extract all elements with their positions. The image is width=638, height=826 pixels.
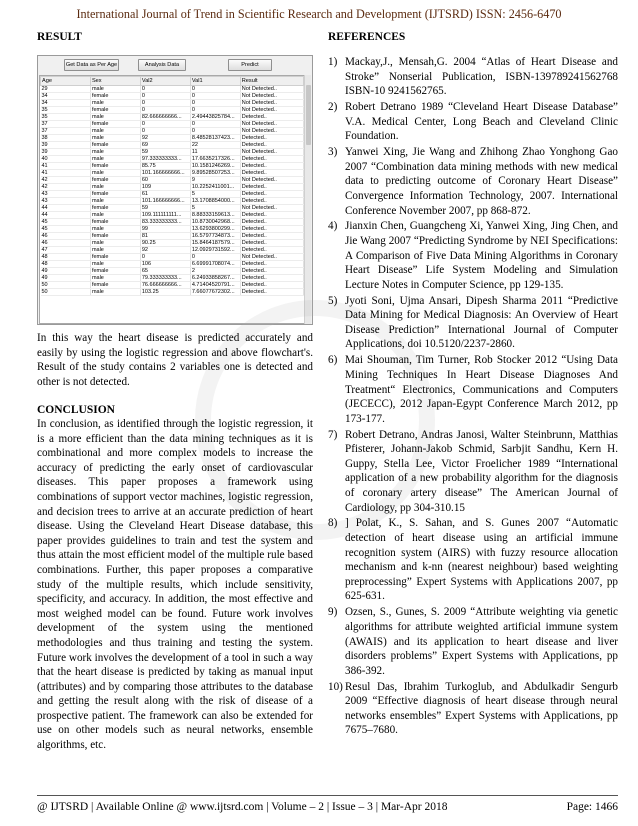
cell-sex: male (90, 240, 140, 247)
cell-sex: female (90, 177, 140, 184)
reference-item (328, 428, 618, 516)
references-heading: REFERENCES (328, 31, 406, 43)
table-row[interactable] (41, 156, 304, 163)
cell-sex: male (90, 247, 140, 254)
footer-citation: @ IJTSRD | Available Online @ www.ijtsrd.com | Volume – 2 | Issue – 3 | Mar-Apr 2018 (37, 801, 448, 813)
cell-result: Not Detected.. (240, 121, 303, 128)
reference-item (328, 516, 618, 604)
scrollbar-thumb[interactable] (306, 85, 311, 145)
cell-val2: 59 (140, 205, 190, 212)
cell-sex: female (90, 282, 140, 289)
cell-age: 35 (41, 107, 91, 114)
table-row[interactable] (41, 128, 304, 135)
cell-val1: 22 (190, 142, 240, 149)
cell-val1: 0 (190, 254, 240, 261)
reference-text: Mai Shouman, Tim Turner, Rob Stocker 2012 “Using Data Mining Techniques In Heart Disease Diagnoses And Treatment“ Electronics, Communications and Computers (JECECC), 2012 Japan-Egypt Conference March 2012, pp 173-177. (345, 354, 618, 425)
cell-age: 41 (41, 170, 91, 177)
cell-val2: 65 (140, 268, 190, 275)
cell-val2: 0 (140, 121, 190, 128)
cell-age: 35 (41, 114, 91, 121)
table-row[interactable] (41, 177, 304, 184)
cell-val2: 103.25 (140, 289, 190, 296)
analysis-data-button[interactable]: Analysis Data (138, 59, 186, 71)
reference-text: Jianxin Chen, Guangcheng Xi, Yanwei Xing, Jing Chen, and Jie Wang 2007 “Predicting Syndrome by NEI Specifications: A Comparison of Five Data Mining Algorithms in Coronary Heart Disease” Life System Modeling and Simulation Lecture Notes in Computer Science, pp 129-135. (345, 220, 618, 291)
table-row[interactable] (41, 240, 304, 247)
cell-age: 42 (41, 177, 91, 184)
cell-val1: 11 (190, 149, 240, 156)
cell-result: Detected.. (240, 135, 303, 142)
cell-val2: 0 (140, 86, 190, 93)
reference-number: 5) (328, 294, 338, 307)
reference-number: 4) (328, 220, 338, 233)
reference-number: 1) (328, 56, 338, 68)
cell-result: Detected.. (240, 184, 303, 191)
table-row[interactable] (41, 282, 304, 289)
cell-val1: 8.88333159613... (190, 212, 240, 219)
cell-result: Detected.. (240, 114, 303, 121)
reference-text: Mackay,J., Mensah,G. 2004 “Atlas of Heart Disease and Stroke” Nonserial Publication, ISBN-139789241562768 ISBN-10 9241562765. (345, 56, 618, 98)
table-row[interactable] (41, 93, 304, 100)
cell-age: 48 (41, 254, 91, 261)
cell-sex: male (90, 212, 140, 219)
cell-val2: 97.333333333... (140, 156, 190, 163)
cell-val1: 6.69991708074... (190, 261, 240, 268)
cell-age: 37 (41, 121, 91, 128)
result-heading: RESULT (37, 31, 82, 43)
table-row[interactable] (41, 107, 304, 114)
cell-val1: 2.49443825784... (190, 114, 240, 121)
cell-val2: 0 (140, 107, 190, 114)
results-grid[interactable] (39, 75, 305, 324)
cell-result: Detected.. (240, 170, 303, 177)
table-row[interactable] (41, 212, 304, 219)
cell-age: 37 (41, 128, 91, 135)
cell-val1: 9 (190, 177, 240, 184)
cell-result: Detected.. (240, 289, 303, 296)
cell-val1: 0 (190, 100, 240, 107)
table-row[interactable] (41, 254, 304, 261)
predict-button[interactable]: Predict (228, 59, 272, 71)
reference-item (328, 353, 618, 426)
cell-age: 44 (41, 205, 91, 212)
cell-result: Detected.. (240, 212, 303, 219)
table-row[interactable] (41, 191, 304, 198)
cell-age: 34 (41, 93, 91, 100)
cell-val2: 79.333333333... (140, 275, 190, 282)
reference-text: ] Polat, K., S. Sahan, and S. Gunes 2007 “Automatic detection of heart disease using an artificial immune recognition system (AIRS) with fuzzy resource allocation mechanism and k-nn (nearest neighbour) based weighting preprocessing” Expert Systems with Applications 2007, pp 625-631. (345, 517, 618, 603)
results-table (40, 76, 304, 296)
cell-val2: 106 (140, 261, 190, 268)
cell-result: Detected.. (240, 142, 303, 149)
column-header-result[interactable]: Result (240, 77, 303, 86)
conclusion-heading: CONCLUSION (37, 404, 115, 416)
table-header-row (41, 77, 304, 86)
table-row[interactable] (41, 100, 304, 107)
cell-val1: 10.8730042968... (190, 219, 240, 226)
footer-divider (37, 795, 618, 796)
cell-sex: male (90, 198, 140, 205)
conclusion-paragraph: In conclusion, as identified through the logistic regression, it is a more efficient than the data mining techniques as it is combinational and more complex models to increase the accuracy of predicting the early onset of cardiovascular diseases. This paper proposes a framework using combinations of support vector machines, logistic regression, and decision trees to arrive at an accurate prediction of heart disease. Using the Cleveland Heart Disease database, this paper provides guidelines to train and test the system and thus attain the most efficient model of the multiple rule based combinations. Further, this paper proposes a comparative study of the multiple results, which include sensitivity, specificity, and accuracy. In addition, the most effective and most weighed model can be found. Future work involves development of the system using the mentioned methodologies and thus training and testing the system. Future work involves the development of a tool in such a way that the heart disease is predicted by taking as manual input (attributes) and by comparing those attributes to the database and getting the result along with the risk of disease of a prospective patient. The framework can also be extended for use on other models such as neural networks, ensemble algorithms, etc. (37, 418, 313, 752)
cell-val2: 92 (140, 247, 190, 254)
reference-item (328, 219, 618, 292)
cell-age: 42 (41, 184, 91, 191)
cell-val2: 109.111111111... (140, 212, 190, 219)
cell-age: 49 (41, 275, 91, 282)
cell-val1: 16.5797734873... (190, 233, 240, 240)
cell-sex: female (90, 191, 140, 198)
cell-result: Detected.. (240, 240, 303, 247)
cell-result: Detected.. (240, 163, 303, 170)
cell-val2: 101.166666666... (140, 170, 190, 177)
cell-result: Detected.. (240, 233, 303, 240)
cell-val1: 0 (190, 107, 240, 114)
reference-number: 3) (328, 146, 338, 159)
cell-sex: male (90, 226, 140, 233)
cell-result: Not Detected.. (240, 100, 303, 107)
cell-sex: female (90, 93, 140, 100)
cell-sex: female (90, 142, 140, 149)
cell-val1: 0 (190, 86, 240, 93)
cell-result: Detected.. (240, 191, 303, 198)
cell-age: 34 (41, 100, 91, 107)
cell-age: 38 (41, 135, 91, 142)
grid-scrollbar[interactable] (304, 75, 311, 324)
table-row[interactable] (41, 219, 304, 226)
reference-item (328, 605, 618, 678)
cell-val2: 59 (140, 149, 190, 156)
reference-number: 6) (328, 354, 338, 367)
cell-age: 41 (41, 163, 91, 170)
cell-age: 44 (41, 212, 91, 219)
cell-val2: 101.166666666... (140, 198, 190, 205)
cell-val2: 83.333333333... (140, 219, 190, 226)
cell-val1: 5 (190, 205, 240, 212)
reference-text: Yanwei Xing, Jie Wang and Zhihong Zhao Yonghong Gao 2007 “Combination data mining methods with new medical data to predicting outcome of Coronary Heart Disease” Convergence Information Technology, 2007. International Conference November 2007, pp 868-872. (345, 146, 618, 217)
cell-val2: 0 (140, 100, 190, 107)
table-row[interactable] (41, 114, 304, 121)
table-row[interactable] (41, 184, 304, 191)
cell-val1: 7.66077672302... (190, 289, 240, 296)
cell-age: 45 (41, 226, 91, 233)
cell-val2: 60 (140, 177, 190, 184)
cell-result: Not Detected.. (240, 107, 303, 114)
cell-result: Not Detected.. (240, 93, 303, 100)
table-row[interactable] (41, 226, 304, 233)
cell-sex: male (90, 100, 140, 107)
cell-sex: female (90, 254, 140, 261)
column-header-val1[interactable]: Val1 (190, 77, 240, 86)
reference-number: 8) (328, 517, 338, 530)
cell-result: Detected.. (240, 156, 303, 163)
table-row[interactable] (41, 275, 304, 282)
reference-item (328, 55, 618, 99)
cell-val1: 13.1708854000... (190, 198, 240, 205)
reference-text: Ozsen, S., Gunes, S. 2009 “Attribute weighting via genetic algorithms for attribute weighted artificial immune system (AWAIS) and its application to heart disease and liver disorders problems” Expert Systems with Applications, pp 386-392. (345, 606, 618, 677)
cell-sex: male (90, 135, 140, 142)
cell-sex: female (90, 205, 140, 212)
cell-val2: 0 (140, 128, 190, 135)
cell-sex: male (90, 128, 140, 135)
cell-result: Not Detected.. (240, 177, 303, 184)
cell-sex: male (90, 86, 140, 93)
cell-val2: 69 (140, 142, 190, 149)
reference-item (328, 145, 618, 218)
result-paragraph: In this way the heart disease is predicted accurately and easily by using the logistic regression and above flowchart's. Result of the study contains 2 variables one is detected and other is not detected. (37, 332, 313, 388)
column-header-age[interactable]: Age (41, 77, 91, 86)
cell-val1: 9.89528507253... (190, 170, 240, 177)
table-row[interactable] (41, 247, 304, 254)
cell-val1: 10.2252411001... (190, 184, 240, 191)
cell-age: 46 (41, 240, 91, 247)
cell-age: 40 (41, 156, 91, 163)
page-footer (37, 801, 618, 813)
table-row[interactable] (41, 289, 304, 296)
cell-val2: 76.666666666... (140, 282, 190, 289)
cell-result: Detected.. (240, 268, 303, 275)
table-row[interactable] (41, 170, 304, 177)
table-row[interactable] (41, 205, 304, 212)
journal-header: International Journal of Trend in Scientific Research and Development (IJTSRD) ISSN: 2456-6470 (76, 7, 562, 21)
reference-item (328, 680, 618, 738)
reference-text: Robert Detrano 1989 “Cleveland Heart Disease Database” V.A. Medical Center, Long Beach and Cleveland Clinic Foundation. (345, 101, 618, 143)
cell-age: 50 (41, 282, 91, 289)
cell-sex: male (90, 149, 140, 156)
column-header-val2[interactable]: Val2 (140, 77, 190, 86)
table-row[interactable] (41, 121, 304, 128)
cell-val2: 61 (140, 191, 190, 198)
reference-number: 10) (328, 680, 343, 693)
references-list (328, 55, 618, 738)
reference-number: 9) (328, 606, 338, 619)
cell-val1: 15.8464187579... (190, 240, 240, 247)
cell-sex: male (90, 289, 140, 296)
reference-item (328, 100, 618, 144)
cell-val2: 99 (140, 226, 190, 233)
page-number: Page: 1466 (566, 801, 618, 813)
cell-sex: male (90, 156, 140, 163)
table-row[interactable] (41, 268, 304, 275)
cell-sex: male (90, 170, 140, 177)
cell-result: Detected.. (240, 226, 303, 233)
cell-val1: 13.6293800299... (190, 226, 240, 233)
references-list-wrapper (328, 55, 618, 739)
cell-result: Detected.. (240, 247, 303, 254)
cell-sex: female (90, 268, 140, 275)
table-row[interactable] (41, 261, 304, 268)
reference-number: 2) (328, 101, 338, 114)
cell-age: 50 (41, 289, 91, 296)
prediction-app-window (37, 55, 313, 325)
cell-val1: 5 (190, 191, 240, 198)
cell-val1: 10.1581246269... (190, 163, 240, 170)
cell-result: Not Detected.. (240, 86, 303, 93)
table-row[interactable] (41, 86, 304, 93)
cell-val2: 0 (140, 254, 190, 261)
cell-result: Not Detected.. (240, 128, 303, 135)
reference-number: 7) (328, 428, 338, 441)
get-data-by-age-button[interactable]: Get Data as Per Age (64, 59, 119, 71)
table-row[interactable] (41, 135, 304, 142)
cell-val1: 4.71404520791... (190, 282, 240, 289)
cell-sex: female (90, 233, 140, 240)
cell-age: 43 (41, 191, 91, 198)
app-toolbar (38, 56, 312, 72)
cell-sex: female (90, 219, 140, 226)
cell-val2: 81 (140, 233, 190, 240)
cell-age: 43 (41, 198, 91, 205)
cell-result: Not Detected.. (240, 205, 303, 212)
cell-age: 49 (41, 268, 91, 275)
cell-result: Not Detected.. (240, 254, 303, 261)
table-row[interactable] (41, 142, 304, 149)
cell-result: Detected.. (240, 219, 303, 226)
cell-age: 48 (41, 261, 91, 268)
cell-val2: 0 (140, 93, 190, 100)
cell-sex: female (90, 121, 140, 128)
cell-age: 45 (41, 219, 91, 226)
cell-val2: 82.666666666... (140, 114, 190, 121)
cell-age: 46 (41, 233, 91, 240)
cell-age: 39 (41, 149, 91, 156)
reference-text: Jyoti Soni, Ujma Ansari, Dipesh Sharma 2011 “Predictive Data Mining for Medical Diagnosis: An Overview of Heart Disease Prediction” International Journal of Computer Applications, doi 10.5120/2237-2860. (345, 294, 618, 351)
reference-item (328, 294, 618, 352)
cell-val1: 17.6635217326... (190, 156, 240, 163)
table-row[interactable] (41, 163, 304, 170)
table-row[interactable] (41, 233, 304, 240)
cell-val2: 85.75 (140, 163, 190, 170)
reference-text: Robert Detrano, Andras Janosi, Walter Steinbrunn, Matthias Pfisterer, Johann-Jakob Schmid, Sarbjit Sandhu, Kern H. Guppy, Stella Lee, Victor Froelicher 1989 “International application of a new probability algorithm for the diagnosis of coronary artery disease” The American Journal of Cardiology, pp 304-310.15 (345, 428, 618, 514)
cell-val1: 0 (190, 121, 240, 128)
cell-val1: 0 (190, 128, 240, 135)
column-header-sex[interactable]: Sex (90, 77, 140, 86)
cell-val2: 92 (140, 135, 190, 142)
cell-sex: female (90, 163, 140, 170)
cell-result: Detected.. (240, 198, 303, 205)
cell-age: 29 (41, 86, 91, 93)
cell-age: 47 (41, 247, 91, 254)
table-row[interactable] (41, 149, 304, 156)
cell-result: Detected.. (240, 275, 303, 282)
cell-val1: 0 (190, 93, 240, 100)
cell-sex: male (90, 184, 140, 191)
reference-text: Resul Das, Ibrahim Turkoglub, and Abdulkadir Sengurb 2009 “Effective diagnosis of heart disease through neural networks ensembles” Expert Systems with Applications, pp 7675–7680. (345, 680, 618, 737)
cell-val1: 2 (190, 268, 240, 275)
cell-age: 39 (41, 142, 91, 149)
cell-sex: male (90, 261, 140, 268)
cell-sex: male (90, 114, 140, 121)
cell-val2: 90.25 (140, 240, 190, 247)
table-row[interactable] (41, 198, 304, 205)
cell-val1: 8.48528137423... (190, 135, 240, 142)
cell-val1: 12.0929731592... (190, 247, 240, 254)
cell-result: Detected.. (240, 261, 303, 268)
cell-val1: 6.24933858267... (190, 275, 240, 282)
cell-result: Not Detected.. (240, 149, 303, 156)
cell-sex: male (90, 275, 140, 282)
cell-sex: female (90, 107, 140, 114)
cell-result: Detected.. (240, 282, 303, 289)
cell-val2: 109 (140, 184, 190, 191)
